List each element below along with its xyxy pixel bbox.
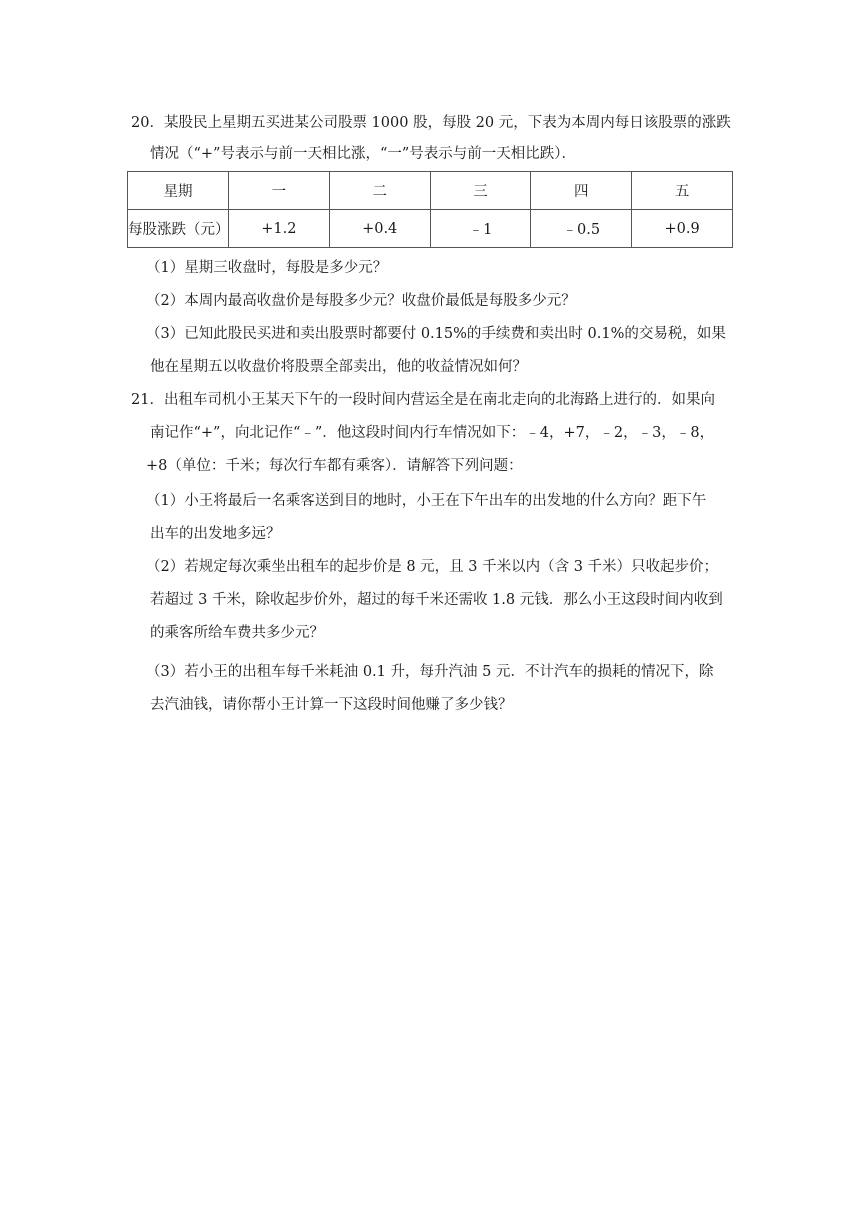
header-label-cell: 星期 — [128, 172, 229, 210]
table-header-row — [128, 172, 733, 210]
day-cell: 三 — [430, 172, 531, 210]
q20-part2: （2）本周内最高收盘价是每股多少元？收盘价最低是每股多少元？ — [146, 293, 576, 309]
day-cell: 二 — [329, 172, 430, 210]
change-cell: +0.9 — [632, 210, 733, 248]
stock-change-table — [127, 171, 733, 248]
change-cell: ﹣0.5 — [531, 210, 632, 248]
q21-part2-line2: 若超过 3 千米，除收起步价外，超过的每千米还需收 1.8 元钱．那么小王这段时间内收到 — [150, 592, 723, 608]
q21-part1-line2: 出车的出发地多远？ — [150, 526, 281, 542]
q20-stem-line2: 情况（“+”号表示与前一天相比涨，“一”号表示与前一天相比跌）． — [150, 146, 577, 162]
q20-part3-line2: 他在星期五以收盘价将股票全部卖出，他的收益情况如何？ — [150, 359, 527, 375]
day-cell: 一 — [229, 172, 330, 210]
q21-stem-line3: +8（单位：千米；每次行车都有乘客）．请解答下列问题： — [146, 458, 523, 474]
q21-part2-line3: 的乘客所给车费共多少元？ — [150, 625, 324, 641]
q21-part3-line2: 去汽油钱，请你帮小王计算一下这段时间他赚了多少钱？ — [150, 697, 513, 713]
q20-number: 20． — [131, 115, 164, 131]
change-cell: +0.4 — [329, 210, 430, 248]
q20-part1: （1）星期三收盘时，每股是多少元？ — [146, 260, 388, 276]
day-cell: 五 — [632, 172, 733, 210]
q20-part3-line1: （3）已知此股民买进和卖出股票时都要付 0.15%的手续费和卖出时 0.1%的交易税，如果 — [146, 326, 726, 342]
day-cell: 四 — [531, 172, 632, 210]
q21-stem-line1 — [131, 390, 715, 410]
change-cell: +1.2 — [229, 210, 330, 248]
table-data-row — [128, 210, 733, 248]
q21-part2-line1: （2）若规定每次乘坐出租车的起步价是 8 元，且 3 千米以内（含 3 千米）只收起步价； — [146, 559, 719, 575]
q21-number: 21． — [131, 392, 164, 408]
change-cell: ﹣1 — [430, 210, 531, 248]
q20-stem-line1 — [131, 113, 731, 133]
row-label-cell: 每股涨跌（元） — [128, 210, 229, 248]
q21-stem-line2: 南记作“+”，向北记作“﹣”．他这段时间内行车情况如下：﹣4，+7，﹣2，﹣3，﹣8， — [150, 425, 715, 441]
q21-part3-line1: （3）若小王的出租车每千米耗油 0.1 升，每升汽油 5 元．不计汽车的损耗的情况下，除 — [146, 664, 714, 680]
q21-stem-text1: 出租车司机小王某天下午的一段时间内营运全是在南北走向的北海路上进行的．如果向 — [163, 392, 715, 408]
q20-stem-text1: 某股民上星期五买进某公司股票 1000 股，每股 20 元，下表为本周内每日该股票的涨跌 — [163, 115, 731, 131]
q21-part1-line1: （1）小王将最后一名乘客送到目的地时，小王在下午出车的出发地的什么方向？距下午 — [146, 493, 707, 509]
